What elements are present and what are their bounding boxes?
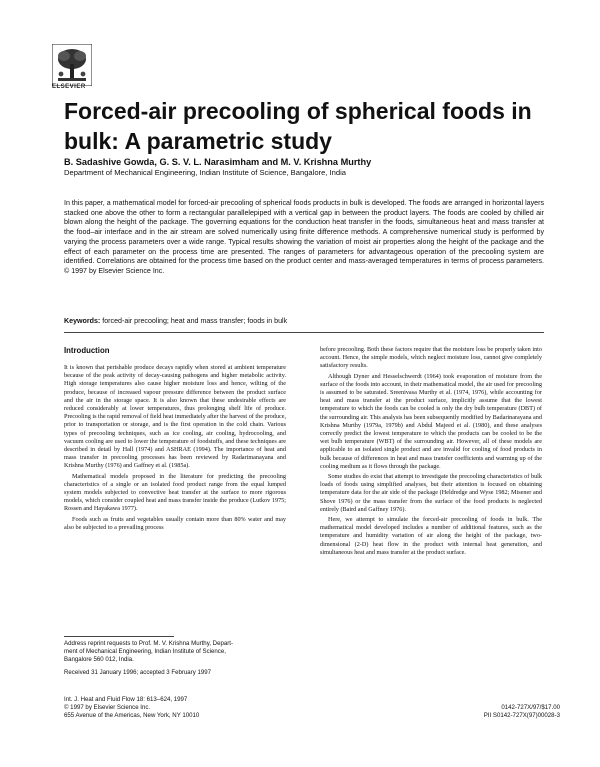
footnote-line: Bangalore 560 012, India. bbox=[64, 656, 134, 664]
journal-line: 655 Avenue of the Americas, New York, NY 10010 bbox=[64, 712, 200, 720]
intro-paragraph: Mathematical models proposed in the literature for predicting the precooling characteristics of a single or an isolated food product range from the equal lumped system models subjected to convective heat transfer at the surface to more rigorous models, which consider coupled heat and mass transfer inside the produce (Lutkov 1975; Rossen and Hayakawa 1977). bbox=[64, 472, 286, 513]
correspondence-footnote bbox=[64, 640, 286, 677]
journal-line: Int. J. Heat and Fluid Flow 18: 613–624, 1997 bbox=[64, 696, 188, 703]
left-column bbox=[64, 364, 286, 534]
keywords bbox=[64, 316, 544, 326]
footnote-line: Address reprint requests to Prof. M. V. Krishna Murthy, Depart- bbox=[64, 640, 233, 647]
intro-paragraph: Some studies do exist that attempt to investigate the precooling characteristics of bulk loads of foods using simplified analyses, but their attention is focused on obtaining temperature data for the air side of the package (Heldredge and Wyse 1982; Misener and Shove 1976) or the mass transfer from the surface of the food products is neglected entirely (Baird and Gaffney 1976). bbox=[320, 473, 542, 513]
pii-code: PII S0142-727X(97)00028-3 bbox=[483, 712, 560, 720]
section-heading-introduction: Introduction bbox=[64, 346, 110, 355]
keywords-text: forced-air precooling; heat and mass transfer; foods in bulk bbox=[102, 317, 288, 325]
intro-paragraph: Although Dyner and Hesselschwerdt (1964) took evaporation of moisture from the surface of the foods into account, in their mathematical model, the air used for precooling is assumed to be saturated. Sreenivasa Murthy et al. (1974, 1976), while accounting for heat and mass transfer at the product surface, implicitly assume that the lowest temperature to which the foods can be cooled is only the dry bulb temperature (DBT) of the surrounding air. This analysis has been subsequently modified by Badarinarayana and Krishna Murthy (1979a, 1979b) and Abdul Majeed et al. (1980), and these analyses correctly predict the lowest temperature to which the products can be cooled to be the wet bulb temperature (WBT) of the surrounding air. However, all of these models are applicable to an isolated single product and are invalid for cooling of food products in bulk because of differences in heat and mass transfer coefficients and warming up of the cooling medium as it flows through the package. bbox=[320, 372, 542, 470]
journal-line: © 1997 by Elsevier Science Inc. bbox=[64, 704, 151, 712]
paper-authors: B. Sadashive Gowda, G. S. V. L. Narasimham and M. V. Krishna Murthy bbox=[64, 157, 372, 167]
intro-paragraph: Foods such as fruits and vegetables usually contain more than 80% water and may also be subjected to a prevailing process bbox=[64, 515, 286, 531]
received-dates: Received 31 January 1996; accepted 3 February 1997 bbox=[64, 668, 212, 676]
elsevier-tree-icon bbox=[52, 44, 92, 86]
issn-code: 0142-727X/97/$17.00 bbox=[501, 704, 560, 711]
intro-paragraph: It is known that perishable produce decays rapidly when stored at ambient temperature because of the peak activity of decay-causing pathogens and higher metabolic activity. High storage temperatures also cause higher moisture loss and hence, wilting of the produce, because of increased vapour pressure difference between the product surface and the air in the storage space. It is also known that these undesirable effects are reduced considerably at lower temperatures, thus prolonging shelf life of produce. Precooling is the rapid removal of field heat immediately after the harvest of the produce, prior to transportation or storage, and is the first operation in the cold chain. Various types of precooling techniques, such as ice cooling, air cooling, hydrocooling, and vacuum cooling are used to lower the temperature of foodstuffs, and these techniques are described in detail by Hall (1974) and ASHRAE (1994). The importance of heat and mass transfer in precooling processes has been reviewed by Radarimanayana and Krishna Murthy (1976) and Gaffney et al. (1985a). bbox=[64, 364, 286, 470]
abstract: In this paper, a mathematical model for forced-air precooling of spherical foods products in bulk is developed. The foods are arranged in horizontal layers stacked one above the other to form a rectangular parallelepiped with a vertical gap in between the product layers. The foods are cooled by chilled air blown along the height of the package. The governing equations for the conduction heat transfer in the foods, simultaneous heat and mass transfer at the food–air interface and in the air stream are solved numerically using finite difference methods. A comprehensive numerical study is performed by varying the process parameters over a wide range. Typical results showing the variation of moist air properties along the height of the package and the effect of each parameter on the process time are presented. The ranges of parameters for advantageous operation of the precooling system are identified. Correlations are obtained for the process time based on the product center and mass-averaged temperatures in terms of process parameters. © 1997 by Elsevier Science Inc. bbox=[64, 199, 544, 275]
publisher-logo-text: ELSEVIER bbox=[52, 84, 86, 90]
section-divider bbox=[64, 332, 544, 333]
intro-paragraph: before precooling. Both these factors require that the moisture loss be properly taken into account. Hence, the simple models, which neglect moisture loss, cannot give completely satisfactory results. bbox=[320, 346, 542, 370]
footnote-divider bbox=[64, 636, 174, 637]
keywords-label: Keywords: bbox=[64, 317, 101, 325]
author-affiliation: Department of Mechanical Engineering, Indian Institute of Science, Bangalore, India bbox=[64, 168, 346, 177]
intro-paragraph: Here, we attempt to simulate the forced-air precooling of foods in bulk. The mathematical model developed includes a number of additional features, such as the temperature and humidity variation of air along the height of the package, two-dimensional (2-D) heat flow in the product with internal heat generation, and simultaneous heat and mass transfer at the product surface. bbox=[320, 516, 542, 556]
journal-citation bbox=[64, 696, 286, 721]
paper-title: Forced-air precooling of spherical foods in bulk: A parametric study bbox=[64, 98, 532, 154]
right-column bbox=[320, 346, 542, 559]
publication-codes bbox=[340, 704, 560, 720]
footnote-line: ment of Mechanical Engineering, Indian Institute of Science, bbox=[64, 648, 226, 656]
